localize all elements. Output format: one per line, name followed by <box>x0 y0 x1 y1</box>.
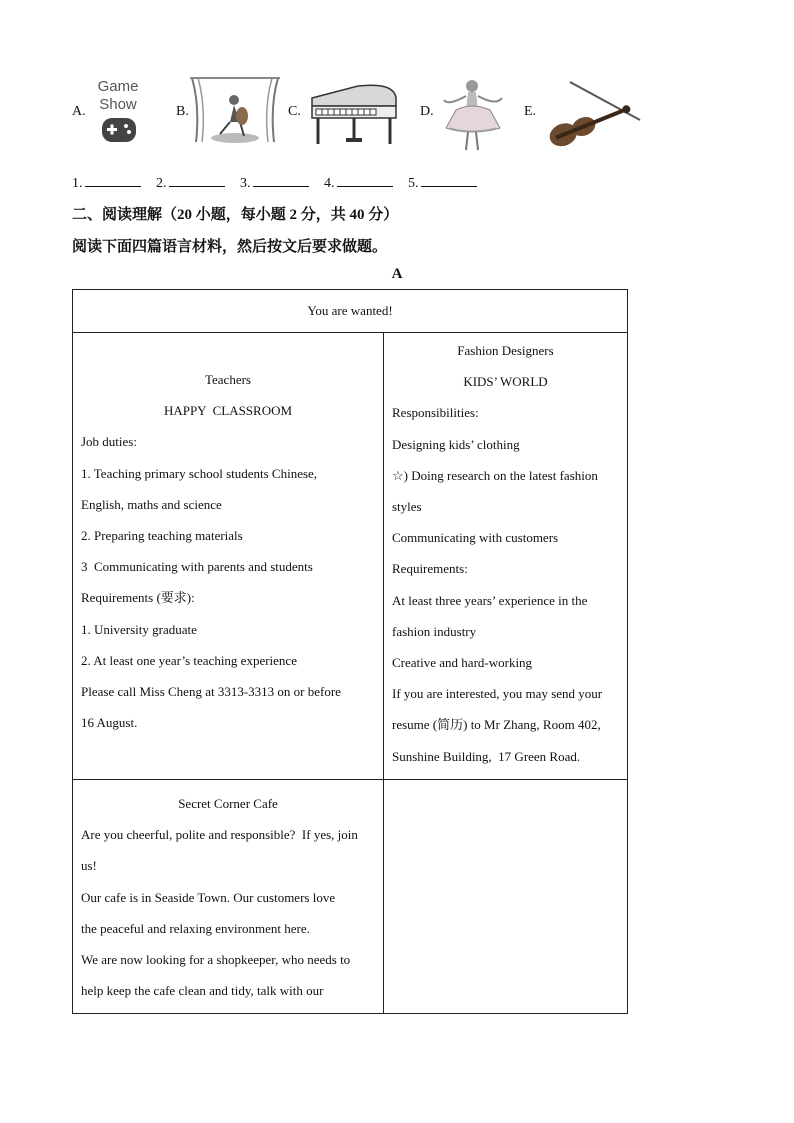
blank-2[interactable]: 2. <box>156 172 225 192</box>
fashion-ad <box>384 333 628 780</box>
ad-title: Fashion Designers <box>457 343 554 358</box>
ad-line: English, maths and science <box>81 496 222 512</box>
blank-5[interactable]: 5. <box>408 172 477 192</box>
ad-line: Our cafe is in Seaside Town. Our customers love <box>81 889 336 905</box>
ad-line: Creative and hard-working <box>392 655 533 671</box>
ad-line: us! <box>81 858 97 874</box>
ad-line: ☆) Doing research on the latest fashion <box>392 467 598 483</box>
instruction-text: 阅读下面四篇语言材料，然后按文后要求做题。 <box>72 239 388 255</box>
violin-icon <box>540 76 644 152</box>
ad-company: HAPPY CLASSROOM <box>163 403 293 419</box>
cafe-ad <box>73 780 384 1014</box>
ad-line: help keep the cafe clean and tidy, talk with our <box>81 983 324 999</box>
ad-line: 2. At least one year’s teaching experience <box>81 652 297 668</box>
ad-line: If you are interested, you may send your <box>392 686 603 702</box>
ad-line: Designing kids’ clothing <box>392 436 520 452</box>
ad-line: 2. Preparing teaching materials <box>81 528 243 544</box>
passage-letter: A <box>391 266 403 282</box>
picture-options <box>72 76 652 156</box>
ballerina-icon <box>436 76 512 154</box>
blank-4[interactable]: 4. <box>324 172 393 192</box>
ad-company: KIDS’ WORLD <box>463 374 548 390</box>
piano-icon <box>308 76 400 148</box>
option-label: B. <box>176 104 189 119</box>
stage-performer-icon <box>190 76 280 146</box>
ad-section-label: Responsibilities: <box>392 405 479 421</box>
ad-line: 1. Teaching primary school students Chinese, <box>81 465 318 481</box>
ad-line: the peaceful and relaxing environment here. <box>81 920 310 936</box>
option-label: A. <box>72 104 86 119</box>
option-label: E. <box>524 104 537 119</box>
ad-line: fashion industry <box>392 623 477 639</box>
ad-line: Communicating with customers <box>392 530 559 546</box>
answer-blanks <box>72 172 489 192</box>
table-header: You are wanted! <box>73 290 628 333</box>
ad-line: 16 August. <box>81 715 138 731</box>
ad-line: Are you cheerful, polite and responsible? If yes, join <box>81 827 358 843</box>
ad-section-label: Job duties: <box>81 434 137 450</box>
ad-section-label: Requirements (要求): <box>81 590 195 606</box>
section-title: 二、阅读理解（20 小题，每小题 2 分，共 40 分） <box>72 207 399 223</box>
teachers-ad <box>73 333 384 780</box>
job-ads-table <box>72 289 628 1014</box>
game-show-caption: Game <box>97 78 139 95</box>
ad-section-label: Requirements: <box>392 561 468 577</box>
ad-line: At least three years’ experience in the <box>392 592 588 608</box>
ad-line: We are now looking for a shopkeeper, who needs to <box>81 952 351 968</box>
ad-line: resume (简历) to Mr Zhang, Room 402, <box>392 717 601 733</box>
ad-line: styles <box>392 499 422 515</box>
ad-line: 1. University graduate <box>81 621 197 637</box>
ad-title: Teachers <box>204 372 251 387</box>
option-label: D. <box>420 104 434 119</box>
blank-3[interactable]: 3. <box>240 172 309 192</box>
empty-cell <box>384 780 628 1014</box>
ad-line: Sunshine Building, 17 Green Road. <box>392 748 581 764</box>
blank-1[interactable]: 1. <box>72 172 141 192</box>
ad-title: Secret Corner Cafe <box>178 796 278 811</box>
ad-line: 3 Communicating with parents and students <box>81 559 313 575</box>
game-show-icon <box>88 76 148 152</box>
svg-text:Show: Show <box>99 96 137 113</box>
option-label: C. <box>288 104 301 119</box>
ad-line: Please call Miss Cheng at 3313-3313 on or before <box>81 684 341 700</box>
